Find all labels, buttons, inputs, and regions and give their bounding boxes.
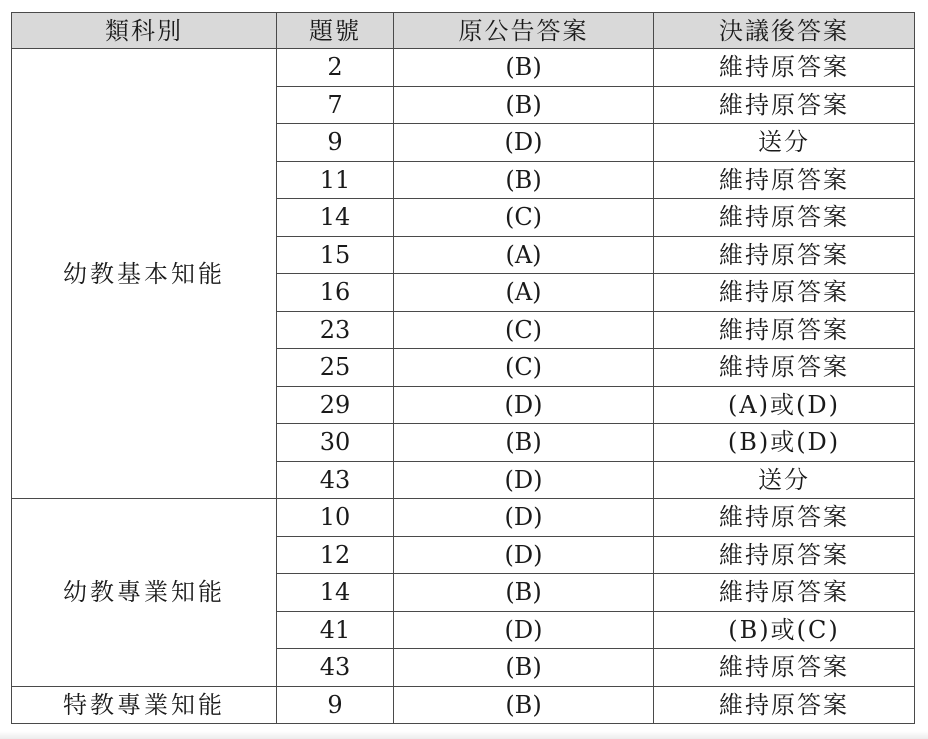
category-cell: 特教專業知能 — [12, 686, 277, 724]
original-answer-cell: (C) — [394, 349, 654, 387]
question-number-cell: 2 — [277, 49, 394, 87]
header-original-answer: 原公告答案 — [394, 13, 654, 49]
original-answer-cell: (B) — [394, 86, 654, 124]
question-number-cell: 29 — [277, 386, 394, 424]
revised-answer-cell: 維持原答案 — [654, 236, 915, 274]
table-header-row — [12, 13, 915, 49]
header-question-number: 題號 — [277, 13, 394, 49]
original-answer-cell: (D) — [394, 386, 654, 424]
original-answer-cell: (D) — [394, 499, 654, 537]
question-number-cell: 23 — [277, 311, 394, 349]
question-number-cell: 7 — [277, 86, 394, 124]
revised-answer-cell: 維持原答案 — [654, 349, 915, 387]
original-answer-cell: (C) — [394, 311, 654, 349]
question-number-cell: 41 — [277, 611, 394, 649]
revised-answer-cell: 維持原答案 — [654, 649, 915, 687]
original-answer-cell: (B) — [394, 424, 654, 462]
question-number-cell: 14 — [277, 574, 394, 612]
revised-answer-cell: 維持原答案 — [654, 686, 915, 724]
table-row — [12, 499, 915, 537]
question-number-cell: 43 — [277, 649, 394, 687]
revised-answer-cell: (B)或(C) — [654, 611, 915, 649]
question-number-cell: 14 — [277, 199, 394, 237]
revised-answer-cell: 維持原答案 — [654, 499, 915, 537]
category-cell: 幼教基本知能 — [12, 49, 277, 499]
question-number-cell: 10 — [277, 499, 394, 537]
revised-answer-cell: 維持原答案 — [654, 199, 915, 237]
original-answer-cell: (B) — [394, 49, 654, 87]
table-row — [12, 686, 915, 724]
revised-answer-cell: 維持原答案 — [654, 311, 915, 349]
original-answer-cell: (B) — [394, 686, 654, 724]
answer-revision-table — [11, 12, 915, 724]
revised-answer-cell: 送分 — [654, 124, 915, 162]
original-answer-cell: (A) — [394, 236, 654, 274]
revised-answer-cell: (A)或(D) — [654, 386, 915, 424]
question-number-cell: 16 — [277, 274, 394, 312]
revised-answer-cell: 送分 — [654, 461, 915, 499]
revised-answer-cell: (B)或(D) — [654, 424, 915, 462]
original-answer-cell: (D) — [394, 536, 654, 574]
table-body — [12, 49, 915, 724]
original-answer-cell: (D) — [394, 124, 654, 162]
category-cell: 幼教專業知能 — [12, 499, 277, 687]
header-revised-answer: 決議後答案 — [654, 13, 915, 49]
revised-answer-cell: 維持原答案 — [654, 161, 915, 199]
question-number-cell: 11 — [277, 161, 394, 199]
header-category: 類科別 — [12, 13, 277, 49]
question-number-cell: 43 — [277, 461, 394, 499]
original-answer-cell: (C) — [394, 199, 654, 237]
original-answer-cell: (B) — [394, 161, 654, 199]
question-number-cell: 12 — [277, 536, 394, 574]
original-answer-cell: (D) — [394, 611, 654, 649]
revised-answer-cell: 維持原答案 — [654, 86, 915, 124]
table-row — [12, 49, 915, 87]
question-number-cell: 9 — [277, 124, 394, 162]
question-number-cell: 30 — [277, 424, 394, 462]
question-number-cell: 25 — [277, 349, 394, 387]
revised-answer-cell: 維持原答案 — [654, 574, 915, 612]
revised-answer-cell: 維持原答案 — [654, 49, 915, 87]
revised-answer-cell: 維持原答案 — [654, 274, 915, 312]
original-answer-cell: (B) — [394, 574, 654, 612]
original-answer-cell: (D) — [394, 461, 654, 499]
original-answer-cell: (A) — [394, 274, 654, 312]
question-number-cell: 15 — [277, 236, 394, 274]
page-bottom-edge — [0, 731, 928, 739]
question-number-cell: 9 — [277, 686, 394, 724]
original-answer-cell: (B) — [394, 649, 654, 687]
revised-answer-cell: 維持原答案 — [654, 536, 915, 574]
